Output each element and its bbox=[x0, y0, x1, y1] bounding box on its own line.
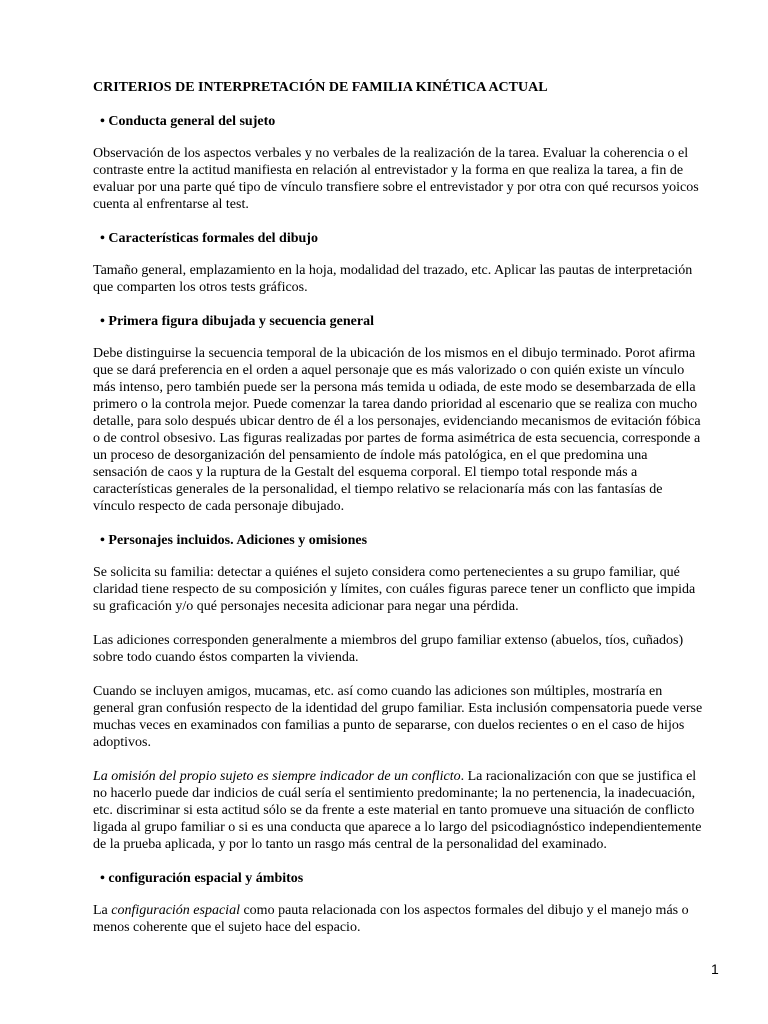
paragraph-text: . La racionalización con que se justifica el no hacerlo puede dar indicios de cuál sería el sentimiento predominante; la no pertenencia, la inadecuación, etc. discriminar si esta actitud sólo se da frente a este material en tanto promueve una situación de conflicto ligada al grupo familiar o si es una conducta que aparece a lo largo del psicodiagnóstico independientemente de la prueba aplicada, y por lo tanto un rasgo más central de la personalidad del examinado. bbox=[93, 769, 702, 852]
page-number: 1 bbox=[711, 961, 719, 977]
section-heading-conducta: • Conducta general del sujeto bbox=[100, 114, 276, 129]
section-heading-personajes: • Personajes incluidos. Adiciones y omisiones bbox=[100, 533, 368, 548]
paragraph-caracteristicas: Tamaño general, emplazamiento en la hoja, modalidad del trazado, etc. Aplicar las pautas de interpretación que comparten los otros tests gráficos. bbox=[93, 263, 693, 295]
paragraph-personajes-1: Se solicita su familia: detectar a quiénes el sujeto considera como pertenecientes a su grupo familiar, qué claridad tiene respecto de su composición y límites, con cuáles figuras parece tener un conflicto que impida su graficación y/o qué personajes necesita adicionar para negar una pérdida. bbox=[93, 565, 696, 614]
emphasis-text: configuración espacial bbox=[111, 903, 240, 918]
document-page bbox=[93, 79, 705, 953]
paragraph-primera-figura: Debe distinguirse la secuencia temporal de la ubicación de los mismos en el dibujo terminado. Porot afirma que se dará preferencia en el orden a aquel personaje que es más valorizado o con quién existe un vínculo más intenso, pero también puede ser la persona más temida u odiada, de este modo se desembarzada de ella primero o la controla mejor. Puede comenzar la tarea dando prioridad al escenario que se realiza con mucho detalle, para solo después ubicar dentro de él a los personajes, evidenciando mecanismos de evitación fóbica o de control obsesivo. Las figuras realizadas por partes de forma asimétrica de esta secuencia, corresponde a un proceso de desorganización del pensamiento de índole más patológica, en el que predomina una sensación de caos y la ruptura de la Gestalt del esquema corporal. El tiempo total responde más a características generales de la personalidad, el tiempo relativo se relacionaría más con las fantasías de vínculo respecto de cada personaje dibujado. bbox=[93, 346, 701, 514]
section-heading-caracteristicas: • Características formales del dibujo bbox=[100, 231, 318, 246]
paragraph-text-start: La bbox=[93, 903, 112, 918]
section-heading-primera-figura: • Primera figura dibujada y secuencia general bbox=[100, 314, 374, 329]
paragraph-personajes-4 bbox=[93, 768, 705, 853]
emphasis-text: La omisión del propio sujeto es siempre indicador de un conflicto bbox=[93, 769, 461, 784]
paragraph-personajes-2: Las adiciones corresponden generalmente a miembros del grupo familiar extenso (abuelos, tíos, cuñados) sobre todo cuando éstos comparten la vivienda. bbox=[93, 633, 684, 665]
document-title: CRITERIOS DE INTERPRETACIÓN DE FAMILIA KINÉTICA ACTUAL bbox=[93, 80, 548, 95]
paragraph-configuracion bbox=[93, 902, 705, 936]
paragraph-conducta: Observación de los aspectos verbales y no verbales de la realización de la tarea. Evaluar la coherencia o el contraste entre la actitud manifiesta en relación al entrevistador y la forma en que realiza la tarea, a fin de evaluar por una parte qué tipo de vínculo transfiere sobre el entrevistador y por otra con qué recursos yoicos cuenta al enfrentarse al test. bbox=[93, 146, 699, 212]
paragraph-text: como pauta relacionada con los aspectos formales del dibujo y el manejo más o menos coherente que el sujeto hace del espacio. bbox=[93, 903, 689, 935]
paragraph-personajes-3: Cuando se incluyen amigos, mucamas, etc. así como cuando las adiciones son múltiples, mostraría en general gran confusión respecto de la identidad del grupo familiar. Esta inclusión compensatoria puede verse muchas veces en examinados con familias a punto de separarse, con duelos recientes o en el caso de hijos adoptivos. bbox=[93, 684, 703, 750]
section-heading-configuracion: • configuración espacial y ámbitos bbox=[100, 871, 304, 886]
